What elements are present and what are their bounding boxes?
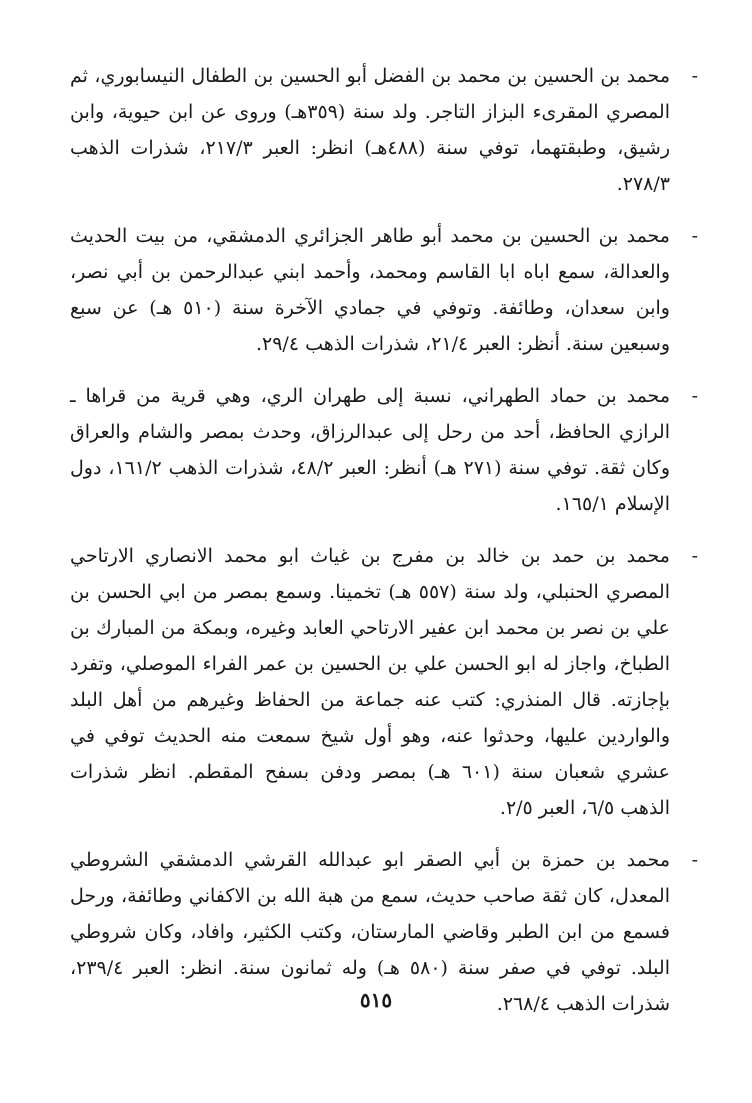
biography-entries <box>70 58 698 1022</box>
entry-dash: - <box>691 385 698 407</box>
entry-text: محمد بن حماد الطهراني، نسبة إلى طهران الري، وهي قرية من قراها ـ الرازي الحافظ، أحد من رحل إلى عبدالرزاق، وحدث بمصر والشام والعراق وكان ثقة. توفي سنة (٢٧١ هـ) أنظر: العبر ٤٨/٢، شذرات الذهب ١٦١/٢، دول الإسلام ١٦٥/١. <box>70 385 670 515</box>
entry-dash: - <box>691 849 698 871</box>
biography-entry <box>70 58 698 202</box>
biography-entry <box>70 218 698 362</box>
entry-dash: - <box>691 65 698 87</box>
biography-entry <box>70 378 698 522</box>
entry-text: محمد بن حمد بن خالد بن مفرج بن غياث ابو محمد الانصاري الارتاحي المصري الحنبلي، ولد سنة (٥٥٧ هـ) تخمينا. وسمع بمصر من ابي الحسن بن علي بن نصر بن محمد ابن عفير الارتاحي العابد وغيره، وبمكة من المبارك بن الطباخ، واجاز له ابو الحسن علي بن الحسين بن عمر الفراء الموصلي، وتفرد بإجازته. قال المنذري: كتب عنه جماعة من الحفاظ وغيرهم من أهل البلد والواردين عليها، وحدثوا عنه، وهو أول شيخ سمعت منه الحديث توفي في عشري شعبان سنة (٦٠١ هـ) بمصر ودفن بسفح المقطم. انظر شذرات الذهب ٦/٥، العبر ٢/٥. <box>70 545 670 819</box>
page-number: ٥١٥ <box>359 988 393 1012</box>
entry-text: محمد بن الحسين بن محمد بن الفضل أبو الحسين بن الطفال النيسابوري، ثم المصري المقرىء البزاز التاجر. ولد سنة (٣٥٩هـ) وروى عن ابن حيوية، وابن رشيق، وطبقتهما، توفي سنة (٤٨٨هـ) انظر: العبر ٢١٧/٣، شذرات الذهب ٢٧٨/٣. <box>70 65 670 195</box>
entry-dash: - <box>691 545 698 567</box>
biography-entry <box>70 538 698 826</box>
entry-dash: - <box>691 225 698 247</box>
entry-text: محمد بن حمزة بن أبي الصقر ابو عبدالله القرشي الدمشقي الشروطي المعدل، كان ثقة صاحب حديث، سمع من هبة الله بن الاكفاني وطائفة، ورحل فسمع من ابن الطبر وقاضي المارستان، وكتب الكثير، وافاد، وكان شروطي البلد. توفي في صفر سنة (٥٨٠ هـ) وله ثمانون سنة. انظر: العبر ٢٣٩/٤، شذرات الذهب ٢٦٨/٤. <box>70 849 670 1015</box>
entry-text: محمد بن الحسين بن محمد أبو طاهر الجزائري الدمشقي، من بيت الحديث والعدالة، سمع اباه ابا القاسم ومحمد، وأحمد ابني عبدالرحمن بن أبي نصر، وابن سعدان، وطائفة. وتوفي في جمادي الآخرة سنة (٥١٠ هـ) عن سبع وسبعين سنة. أنظر: العبر ٢١/٤، شذرات الذهب ٢٩/٤. <box>70 225 670 355</box>
